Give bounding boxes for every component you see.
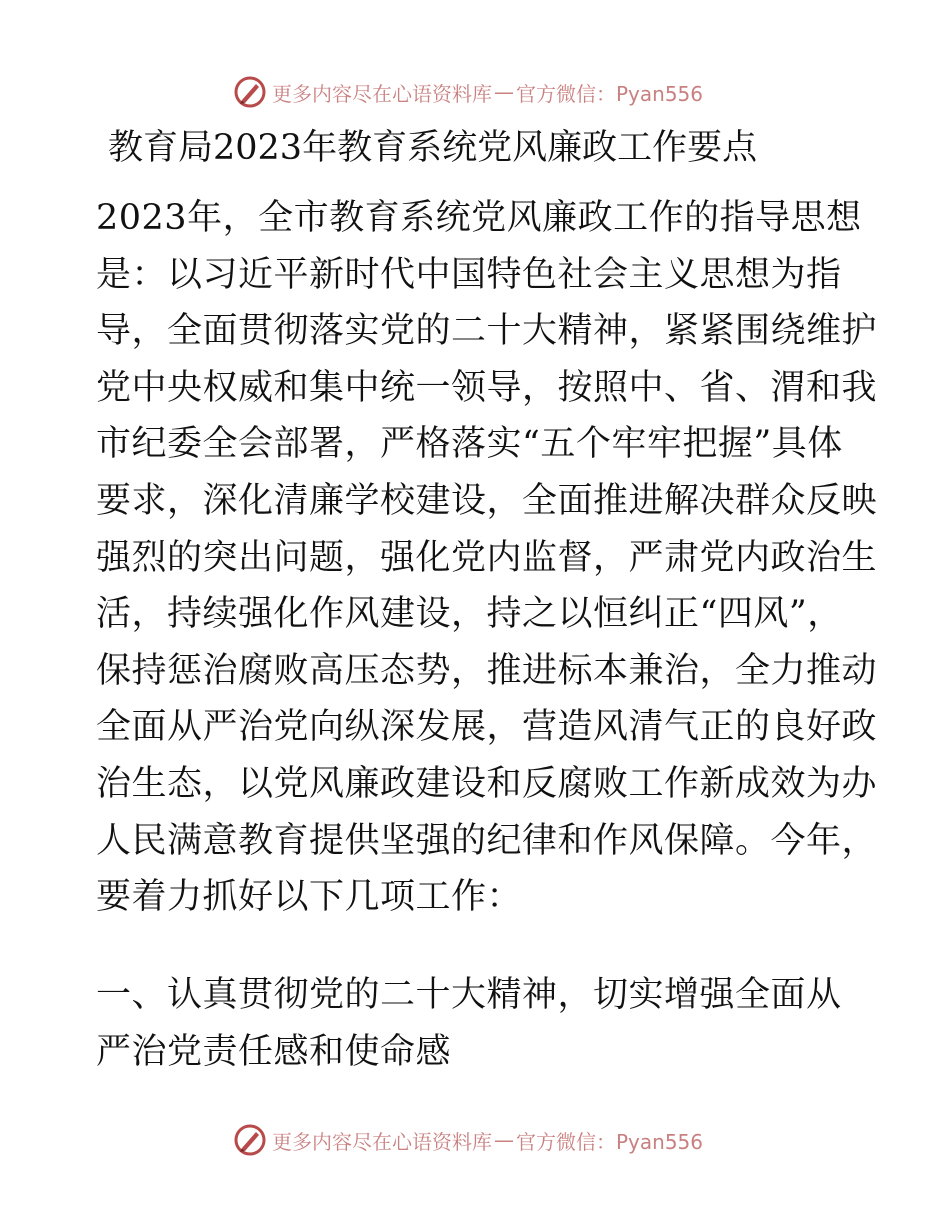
- paragraph-line: 要求，深化清廉学校建设，全面推进解决群众反映: [96, 480, 878, 521]
- watermark-main-text: 更多内容尽在心语资料库: [272, 81, 492, 106]
- pen-logo-icon: [232, 1122, 268, 1158]
- watermark-banner-bottom: [232, 1120, 703, 1160]
- watermark-banner-top: [232, 72, 703, 112]
- paragraph-line: 市纪委全会部署，严格落实“五个牢牢把握”具体: [96, 424, 843, 465]
- watermark-separator: —: [494, 1128, 514, 1152]
- watermark-contact-text: 官方微信：Pyan556: [516, 81, 704, 106]
- paragraph-line: 治生态，以党风廉政建设和反腐败工作新成效为办: [96, 763, 878, 804]
- heading-line: 严治党责任感和使命感: [96, 1031, 452, 1072]
- document-title: 教育局2023年教育系统党风廉政工作要点: [108, 128, 758, 168]
- paragraph-line: 强烈的突出问题，强化党内监督，严肃党内政治生: [96, 537, 878, 578]
- pen-logo-icon: [232, 74, 268, 110]
- paragraph-line: 要着力抓好以下几项工作：: [96, 877, 523, 918]
- heading-line: 一、认真贯彻党的二十大精神，切实增强全面从: [96, 975, 842, 1015]
- watermark-contact-text: 官方微信：Pyan556: [516, 1129, 704, 1154]
- paragraph-line: 2023年，全市教育系统党风廉政工作的指导思想: [96, 198, 862, 238]
- paragraph-line: 活，持续强化作风建设，持之以恒纠正“四风”，: [96, 594, 843, 635]
- paragraph-line: 导，全面贯彻落实党的二十大精神，紧紧围绕维护: [96, 311, 878, 352]
- paragraph-line: 全面从严治党向纵深发展，营造风清气正的良好政: [96, 707, 878, 748]
- section-heading-1: [96, 967, 856, 1080]
- paragraph-line: 保持惩治腐败高压态势，推进标本兼治，全力推动: [96, 650, 878, 691]
- paragraph-line: 是：以习近平新时代中国特色社会主义思想为指: [96, 254, 842, 295]
- paragraph-line: 党中央权威和集中统一领导，按照中、省、渭和我: [96, 367, 878, 408]
- watermark-main-text: 更多内容尽在心语资料库: [272, 1129, 492, 1154]
- paragraph-line: 人民满意教育提供坚强的纪律和作风保障。今年，: [96, 820, 878, 861]
- watermark-separator: —: [494, 80, 514, 104]
- guiding-ideology-paragraph: [96, 190, 878, 926]
